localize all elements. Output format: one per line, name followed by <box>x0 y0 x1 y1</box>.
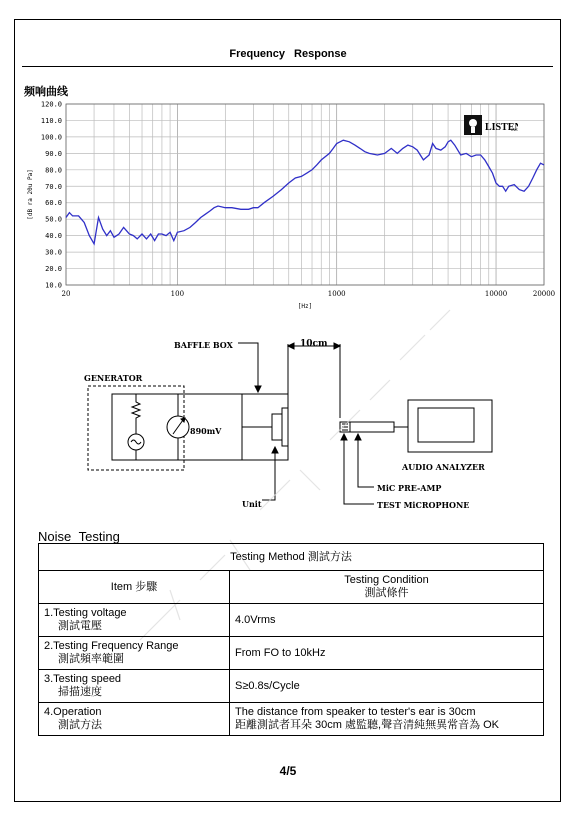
row-item-en: 1.Testing voltage <box>44 607 127 619</box>
y-tick-label: 70.0 <box>45 182 62 191</box>
generator-label: GENERATOR <box>84 373 143 383</box>
x-tick-label: 20 <box>61 290 71 298</box>
row-condition <box>230 703 544 736</box>
row-item <box>39 703 230 736</box>
x-axis-label: [Hz] <box>297 303 313 310</box>
audio-analyzer-label: AUDIO ANALYZER <box>402 462 485 472</box>
col-condition-en: Testing Condition <box>344 574 429 586</box>
table-row <box>39 703 544 736</box>
row-condition-en: The distance from speaker to tester's ear is 30cm <box>235 706 476 718</box>
col-condition-cn: 測試條件 <box>364 587 409 599</box>
x-tick-label: 20000 <box>532 290 556 298</box>
method-header: Testing Method 測試方法 <box>39 544 544 571</box>
y-tick-label: 90.0 <box>45 149 62 158</box>
x-tick-label: 100 <box>170 290 185 298</box>
noise-testing-table <box>38 543 544 736</box>
row-item-cn: 測試頻率範圍 <box>58 653 124 665</box>
x-tick-label: 1000 <box>327 290 346 298</box>
logo-text: LISTE <box>485 122 515 133</box>
y-tick-label: 40.0 <box>45 232 62 241</box>
unit-label: Unit <box>242 499 262 509</box>
x-tick-label: 10000 <box>484 290 508 298</box>
test-mic-label: TEST MiCROPHONE <box>377 500 470 510</box>
row-condition: S≥0.8s/Cycle <box>230 670 544 703</box>
row-item-cn: 測試電壓 <box>58 620 102 632</box>
row-item-en: 2.Testing Frequency Range <box>44 640 179 652</box>
baffle-box-label: BAFFLE BOX <box>174 340 233 350</box>
row-item <box>39 670 230 703</box>
table-row <box>39 670 544 703</box>
col-condition-header <box>230 571 544 604</box>
chart-title: 频响曲线 <box>24 85 68 98</box>
row-item <box>39 637 230 670</box>
y-tick-label: 110.0 <box>40 116 62 125</box>
table-header-row <box>39 544 544 571</box>
voltage-label: 890mV <box>190 426 222 436</box>
y-tick-label: 60.0 <box>45 199 62 208</box>
y-tick-label: 20.0 <box>45 265 62 274</box>
table-column-row <box>39 571 544 604</box>
table-row <box>39 604 544 637</box>
row-item <box>39 604 230 637</box>
y-tick-label: 50.0 <box>45 215 62 224</box>
y-tick-label: 80.0 <box>45 166 62 175</box>
y-tick-label: 120.0 <box>40 100 62 109</box>
test-setup-diagram <box>30 330 530 520</box>
logo-suffix: INC <box>511 127 518 132</box>
row-item-cn: 掃描速度 <box>58 686 102 698</box>
row-item-cn: 測試方法 <box>58 719 102 731</box>
mic-preamp-label: MiC PRE-AMP <box>377 483 442 493</box>
y-tick-label: 100.0 <box>40 133 62 142</box>
row-condition-cn: 距離測試者耳朵 30cm 處監聽,聲音清純無異常音為 OK <box>235 719 500 731</box>
distance-label: 10cm <box>300 339 328 349</box>
table-row <box>39 637 544 670</box>
page-title: Frequency Response <box>229 48 347 60</box>
row-item-en: 4.Operation <box>44 706 102 718</box>
y-tick-label: 30.0 <box>45 248 62 257</box>
col-item-header: Item 步驟 <box>39 571 230 604</box>
row-condition: From FO to 10kHz <box>230 637 544 670</box>
page-number: 4/5 <box>279 764 297 778</box>
row-item-en: 3.Testing speed <box>44 673 122 685</box>
response-curve <box>66 140 544 244</box>
listen-logo <box>464 114 518 138</box>
y-tick-label: 10.0 <box>45 281 62 290</box>
noise-testing-title: Noise Testing <box>38 529 120 544</box>
title-divider <box>22 66 553 67</box>
y-axis-label: [dB ra 20u Pa] <box>27 169 34 220</box>
row-condition: 4.0Vrms <box>230 604 544 637</box>
